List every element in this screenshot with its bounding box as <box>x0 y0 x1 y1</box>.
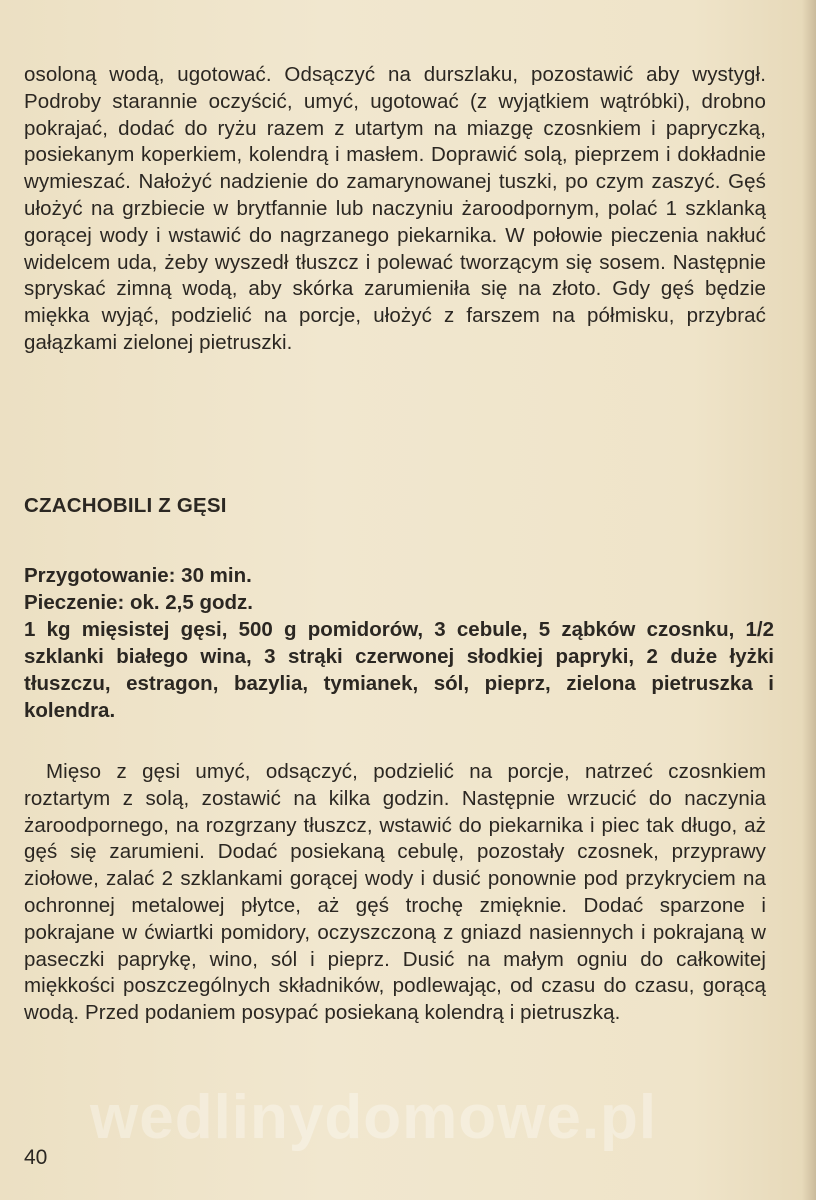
prep-time: Przygotowanie: 30 min. <box>24 564 252 587</box>
page-number: 40 <box>24 1146 48 1169</box>
ingredients-list: 1 kg mięsistej gęsi, 500 g pomidorów, 3 cebule, 5 ząbków czosnku, 1/2 szklanki białego wina, 3 strąki czerwonej słodkiej papryki, 2 duże łyżki tłuszczu, estragon, bazylia, tymianek, sól, pieprz, zielona pietruszka i kolendra. <box>24 618 774 722</box>
recipe-meta <box>24 562 774 724</box>
intro-paragraph <box>24 62 766 357</box>
instructions-paragraph <box>24 759 766 1027</box>
recipe-title: CZACHOBILI Z GĘSI <box>24 494 227 517</box>
bake-time: Pieczenie: ok. 2,5 godz. <box>24 591 253 614</box>
instructions-text: Mięso z gęsi umyć, odsączyć, podzielić na porcje, natrzeć czosnkiem roztartym z solą, zostawić na kilka godzin. Następnie wrzucić do naczynia żaroodpornego, na rozgrzany tłuszcz, wstawić do piekarnika i piec tak długo, aż gęś się zarumieni. Dodać posiekaną cebulę, pozostały czosnek, przyprawy ziołowe, zalać 2 szklankami gorącej wody i dusić ponownie pod przykryciem na ochronnej metalowej płytce, aż gęś trochę zmięknie. Dodać sparzone i pokrajane w ćwiartki pomidory, oczyszczoną z gniazd nasiennych i pokrajaną w paseczki paprykę, wino, sól i pieprz. Dusić na małym ogniu do całkowitej miękkości poszczególnych składników, podlewając, od czasu do czasu, gorącą wodą. Przed podaniem posypać posiekaną kolendrą i pietruszką. <box>24 760 766 1025</box>
intro-paragraph-text: osoloną wodą, ugotować. Odsączyć na durszlaku, pozostawić aby wystygł. Podroby starannie oczyścić, umyć, ugotować (z wyjątkiem wątróbki), drobno pokrajać, dodać do ryżu razem z utartym na miazgę czosnkiem i papryczką, posiekanym koperkiem, kolendrą i masłem. Doprawić solą, pieprzem i dokładnie wymieszać. Nałożyć nadzienie do zamarynowanej tuszki, po czym zaszyć. Gęś ułożyć na grzbiecie w brytfannie lub naczyniu żaroodpornym, polać 1 szklanką gorącej wody i wstawić do nagrzanego piekarnika. W połowie pieczenia nakłuć widelcem uda, żeby wyszedł tłuszcz i polewać tworzącym się sosem. Następnie spryskać zimną wodą, aby skórka zarumieniła się na złoto. Gdy gęś będzie miękka wyjąć, podzielić na porcje, ułożyć z farszem na półmisku, przybrać gałązkami zielonej pietruszki. <box>24 63 766 354</box>
watermark: wedlinydomowe.pl <box>90 1083 658 1152</box>
page-edge-shadow <box>802 0 816 1200</box>
